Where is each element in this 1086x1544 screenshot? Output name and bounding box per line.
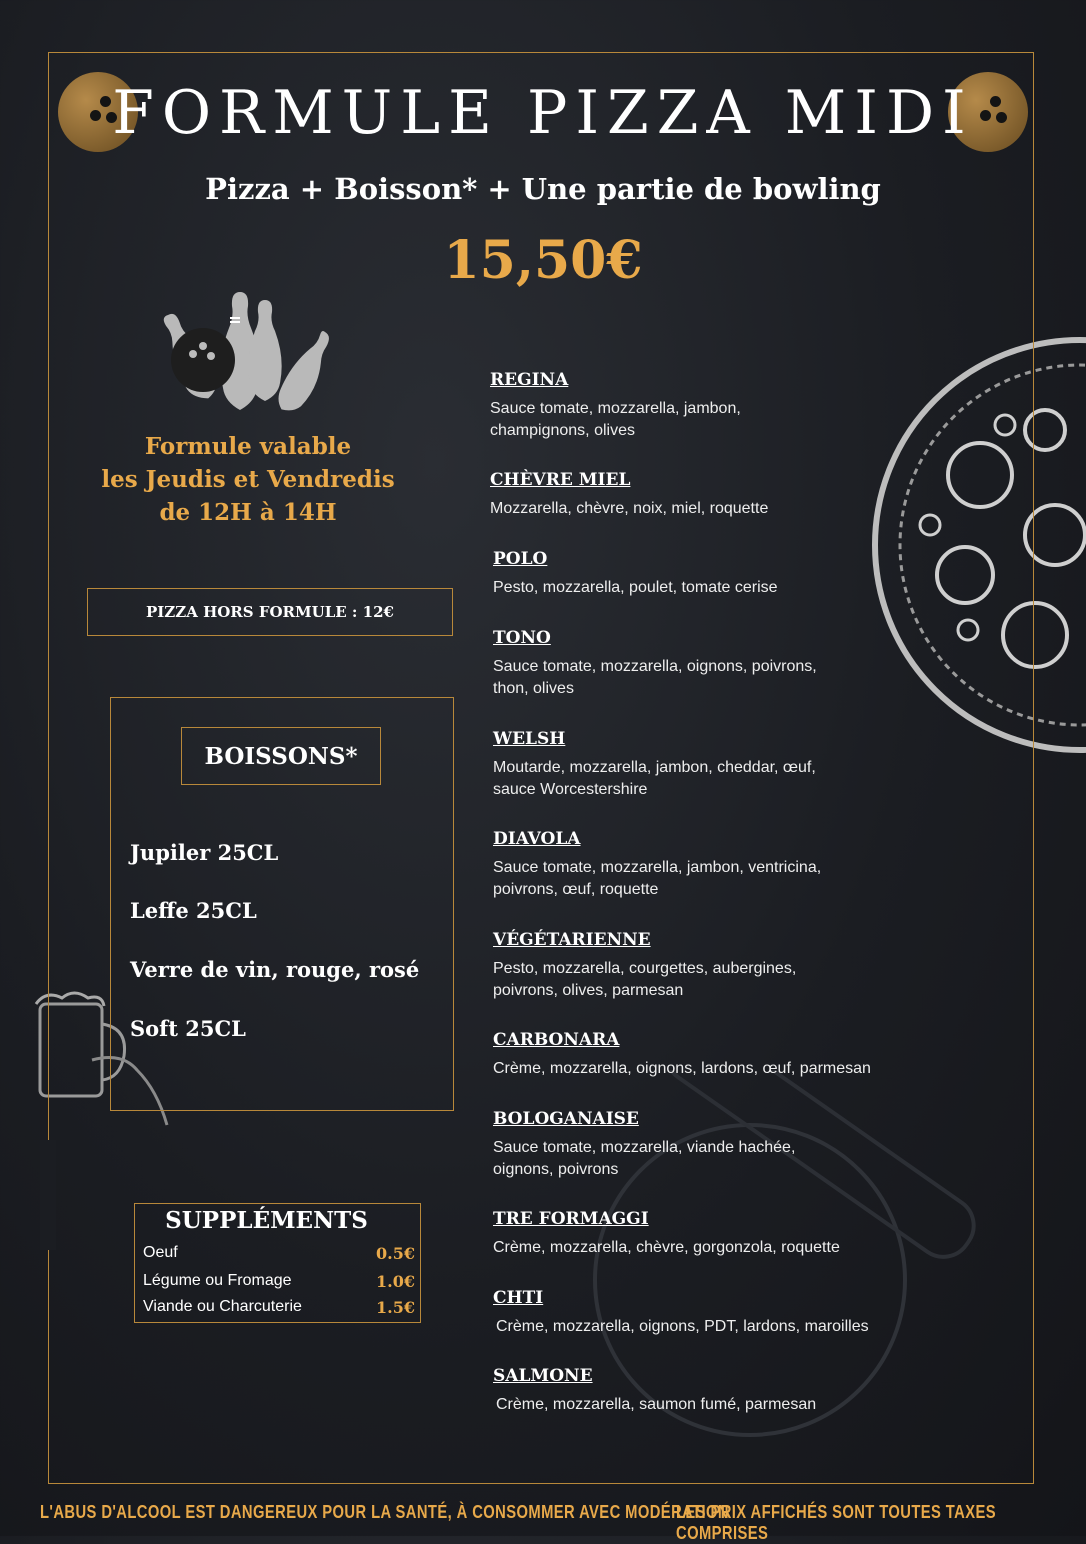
pizza-desc-line: Pesto, mozzarella, courgettes, aubergines, <box>493 960 797 977</box>
pizza-desc-line: Mozzarella, chèvre, noix, miel, roquette <box>490 500 769 517</box>
supplement-price: 1.0€ <box>376 1272 415 1291</box>
supplement-price: 0.5€ <box>376 1244 415 1263</box>
drink-item: Verre de vin, rouge, rosé <box>130 957 420 982</box>
pizza-name: SALMONE <box>493 1366 593 1386</box>
supplement-row <box>143 1244 415 1263</box>
pizza-description <box>493 1316 936 1338</box>
boissons-title: BOISSONS* <box>181 727 381 785</box>
supplement-label: Légume ou Fromage <box>143 1272 292 1289</box>
pizza-desc-line: Sauce tomate, mozzarella, oignons, poivrons, <box>493 658 817 675</box>
pizza-desc-line: Crème, mozzarella, oignons, lardons, œuf, parmesan <box>493 1060 871 1077</box>
pizza-name: TRE FORMAGGI <box>493 1209 649 1229</box>
pizza-item <box>490 370 910 442</box>
pizza-desc-line: Moutarde, mozzarella, jambon, cheddar, œuf, <box>493 759 816 776</box>
validity-line: les Jeudis et Vendredis <box>101 466 395 493</box>
pizza-item <box>493 829 913 901</box>
drink-item: Soft 25CL <box>130 1016 246 1041</box>
pizza-name: POLO <box>493 549 548 569</box>
pizza-name: CHÈVRE MIEL <box>490 470 631 490</box>
bowling-pins-icon <box>145 288 335 413</box>
page-subtitle: Pizza + Boisson* + Une partie de bowling <box>205 172 881 206</box>
hors-formule-price: PIZZA HORS FORMULE : 12€ <box>87 588 453 636</box>
pizza-item <box>490 470 910 520</box>
pizza-name: CARBONARA <box>493 1030 620 1050</box>
validity-line: Formule valable <box>144 433 352 460</box>
formula-validity <box>88 430 408 529</box>
pizza-name: DIAVOLA <box>493 829 581 849</box>
supplements-title: SUPPLÉMENTS <box>165 1207 368 1234</box>
validity-line: de 12H à 14H <box>159 499 337 526</box>
pizza-desc-line: thon, olives <box>493 680 574 697</box>
pizza-item <box>493 1030 933 1080</box>
pizza-name: VÉGÉTARIENNE <box>493 930 651 950</box>
pizza-item <box>493 1288 936 1338</box>
pizza-item <box>493 729 913 801</box>
pizza-desc-line: Sauce tomate, mozzarella, jambon, ventricina, <box>493 859 822 876</box>
supplement-label: Oeuf <box>143 1244 178 1261</box>
pizza-desc-line: oignons, poivrons <box>493 1161 619 1178</box>
drink-item: Leffe 25CL <box>130 898 257 923</box>
pizza-desc-line: poivrons, olives, parmesan <box>493 982 684 999</box>
footer-alcohol-warning: L'ABUS D'ALCOOL EST DANGEREUX POUR LA SANTÉ, À CONSOMMER AVEC MODÉRATION <box>40 1502 730 1522</box>
pizza-desc-line: Pesto, mozzarella, poulet, tomate cerise <box>493 579 778 596</box>
drink-item: Jupiler 25CL <box>130 840 279 865</box>
pizza-desc-line: Crème, mozzarella, oignons, PDT, lardons, maroilles <box>496 1318 869 1335</box>
pizza-name: TONO <box>493 628 551 648</box>
pizza-item <box>493 549 913 599</box>
pizza-desc-line: Sauce tomate, mozzarella, jambon, <box>490 400 741 417</box>
pizza-desc-line: Crème, mozzarella, chèvre, gorgonzola, roquette <box>493 1239 840 1256</box>
pizza-desc-line: champignons, olives <box>490 422 635 439</box>
pizza-item <box>493 930 913 1002</box>
pizza-description <box>493 857 913 901</box>
pizza-description <box>493 757 913 801</box>
pizza-desc-line: Crème, mozzarella, saumon fumé, parmesan <box>496 1396 817 1413</box>
pizza-description <box>493 656 913 700</box>
supplement-row <box>143 1298 415 1317</box>
footer-tax-notice: LES PRIX AFFICHÉS SONT TOUTES TAXES COMPRISES <box>676 1502 996 1543</box>
supplement-price: 1.5€ <box>376 1298 415 1317</box>
supplement-label: Viande ou Charcuterie <box>143 1298 302 1315</box>
pizza-description <box>493 1394 916 1416</box>
pizza-desc-line: poivrons, œuf, roquette <box>493 881 659 898</box>
pizza-description <box>490 398 910 442</box>
pizza-desc-line: Sauce tomate, mozzarella, viande hachée, <box>493 1139 796 1156</box>
pizza-description <box>490 498 910 520</box>
pizza-item <box>493 628 913 700</box>
pizza-description <box>493 1137 913 1181</box>
pizza-desc-line: sauce Worcestershire <box>493 781 648 798</box>
pizza-name: WELSH <box>493 729 566 749</box>
pizza-name: REGINA <box>490 370 569 390</box>
frame-gap <box>40 1140 56 1250</box>
pizza-name: BOLOGANAISE <box>493 1109 639 1129</box>
pizza-item <box>493 1209 933 1259</box>
pizza-description <box>493 577 913 599</box>
pizza-name: CHTI <box>493 1288 544 1308</box>
page-title: FORMULE PIZZA MIDI <box>112 78 974 148</box>
pizza-description <box>493 1058 933 1080</box>
pizza-description <box>493 958 913 1002</box>
formula-price: 15,50€ <box>443 230 643 291</box>
pizza-item <box>493 1366 916 1416</box>
pizza-description <box>493 1237 933 1259</box>
pizza-item <box>493 1109 913 1181</box>
supplement-row <box>143 1272 415 1291</box>
